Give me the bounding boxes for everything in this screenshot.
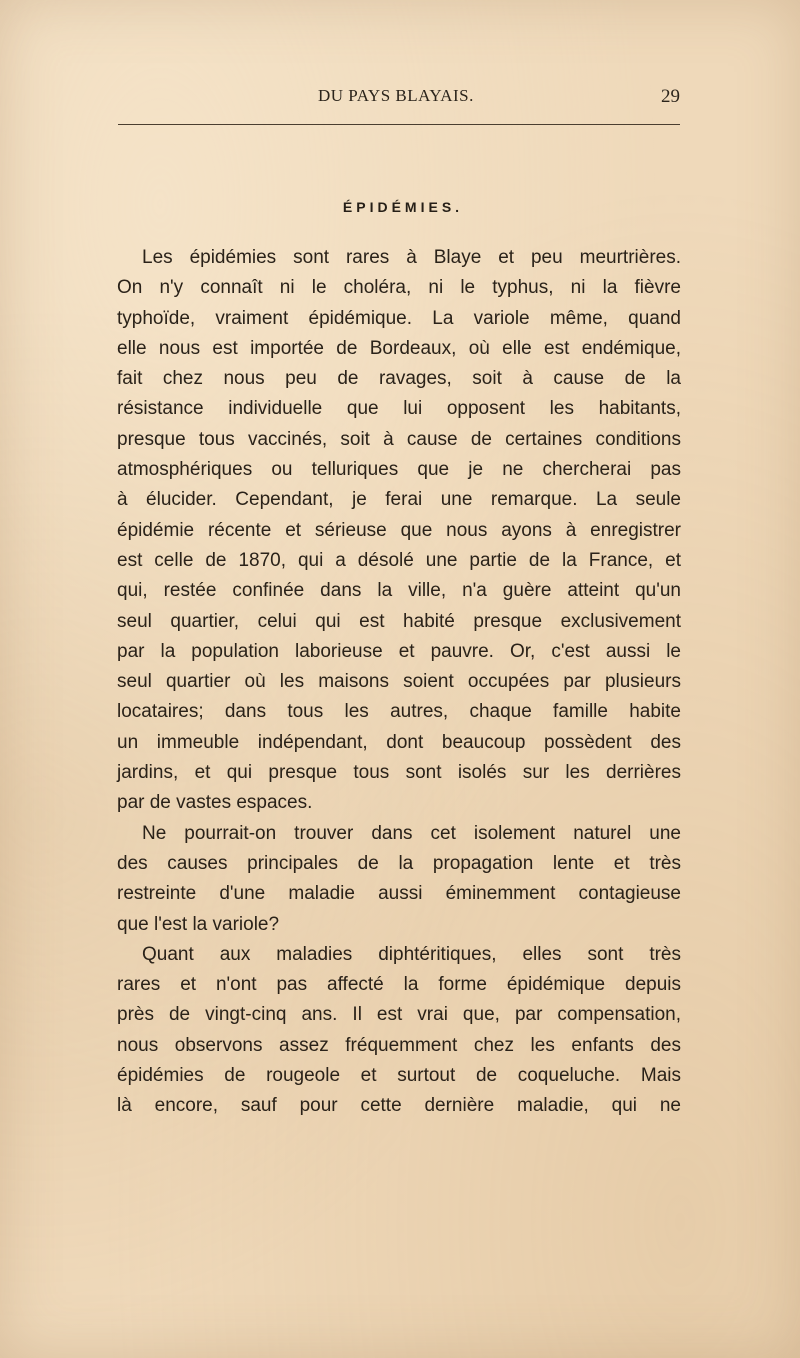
text-line: elle nous est importée de Bordeaux, où elle est endémique, (117, 337, 681, 359)
section-title: ÉPIDÉMIES. (342, 199, 464, 215)
text-line: épidémie récente et sérieuse que nous ayons à enregistrer (117, 519, 681, 541)
header-rule (118, 124, 680, 125)
text-line: seul quartier, celui qui est habité presque exclusivement (117, 610, 681, 632)
running-title: DU PAYS BLAYAIS. (318, 86, 474, 105)
text-line: à élucider. Cependant, je ferai une remarque. La seule (117, 489, 681, 511)
page-number: 29 (661, 86, 680, 107)
text-line: locataires; dans tous les autres, chaque famille habite (117, 701, 681, 723)
text-line: atmosphériques ou telluriques que je ne chercherai pas (117, 459, 681, 481)
text-line: là encore, sauf pour cette dernière maladie, qui ne (117, 1095, 681, 1117)
text-line: résistance individuelle que lui opposent les habitants, (117, 398, 681, 420)
text-line: seul quartier où les maisons soient occupées par plusieurs (117, 671, 681, 693)
text-line: Les épidémies sont rares à Blaye et peu meurtrières. (142, 247, 681, 268)
text-line: restreinte d'une maladie aussi éminemment contagieuse (117, 883, 681, 905)
paragraph-3 (117, 940, 681, 1122)
text-line: rares et n'ont pas affecté la forme épidémique depuis (117, 974, 681, 996)
text-line: jardins, et qui presque tous sont isolés sur les derrières (117, 762, 681, 784)
text-line: épidémies de rougeole et surtout de coqueluche. Mais (117, 1065, 681, 1087)
text-line: que l'est la variole? (117, 913, 280, 935)
paragraph-2 (117, 819, 681, 940)
text-line: Ne pourrait-on trouver dans cet isolement naturel une (142, 822, 681, 844)
text-line: Quant aux maladies diphtéritiques, elles sont très (142, 943, 681, 965)
text-line: des causes principales de la propagation lente et très (117, 852, 681, 874)
text-line: un immeuble indépendant, dont beaucoup possèdent des (117, 731, 681, 753)
text-line: par de vastes espaces. (117, 792, 313, 814)
running-head (118, 86, 680, 110)
body-text (117, 243, 681, 1122)
text-line: fait chez nous peu de ravages, soit à cause de la (117, 368, 681, 390)
text-line: presque tous vaccinés, soit à cause de certaines conditions (117, 428, 681, 450)
text-line: près de vingt-cinq ans. Il est vrai que, par compensation, (117, 1004, 681, 1026)
text-line: typhoïde, vraiment épidémique. La variole même, quand (117, 307, 681, 329)
text-line: On n'y connaît ni le choléra, ni le typhus, ni la fièvre (117, 277, 681, 299)
text-line: nous observons assez fréquemment chez les enfants des (117, 1034, 681, 1056)
text-line: par la population laborieuse et pauvre. Or, c'est aussi le (117, 640, 681, 662)
text-line: est celle de 1870, qui a désolé une partie de la France, et (117, 549, 681, 571)
paragraph-1 (117, 243, 681, 819)
text-line: qui, restée confinée dans la ville, n'a guère atteint qu'un (117, 580, 681, 602)
